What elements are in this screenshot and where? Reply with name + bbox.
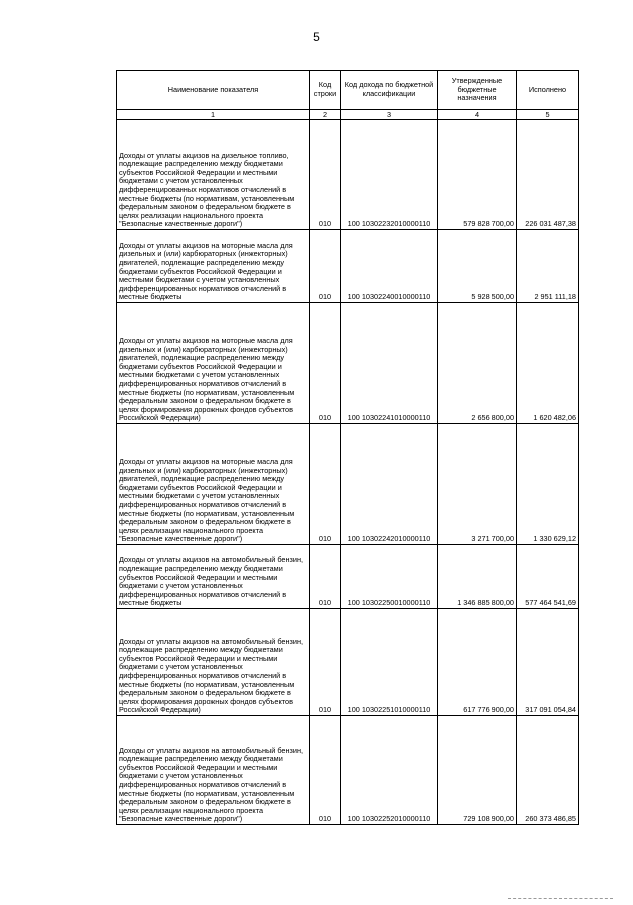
row-name: Доходы от уплаты акцизов на дизельное топливо, подлежащие распределению между бюджетами субъектов Российской Федерации и местными бюджетами с учетом установленных дифференцированных нормативов отчислений в местные бюджеты (по нормативам, установленным федеральным законом о федеральном бюджете в целях реализации национального проекта "Безопасные качественные дороги") xyxy=(117,120,310,230)
row-kbk: 100 10302242010000110 xyxy=(341,424,438,545)
table-row xyxy=(117,545,579,609)
row-executed: 260 373 486,85 xyxy=(517,716,579,825)
column-index: 1 xyxy=(117,110,310,120)
row-kbk: 100 10302232010000110 xyxy=(341,120,438,230)
column-index: 2 xyxy=(310,110,341,120)
row-executed: 577 464 541,69 xyxy=(517,545,579,609)
row-name: Доходы от уплаты акцизов на моторные масла для дизельных и (или) карбюраторных (инжекторных) двигателей, подлежащие распределению между бюджетами субъектов Российской Федерации и местными бюджетами с учетом установленных дифференцированных нормативов отчислений в местные бюджеты xyxy=(117,230,310,303)
row-kbk: 100 10302252010000110 xyxy=(341,716,438,825)
row-code: 010 xyxy=(310,303,341,424)
table-row xyxy=(117,230,579,303)
row-approved: 579 828 700,00 xyxy=(438,120,517,230)
row-approved: 3 271 700,00 xyxy=(438,424,517,545)
row-approved: 1 346 885 800,00 xyxy=(438,545,517,609)
row-executed: 2 951 111,18 xyxy=(517,230,579,303)
row-executed: 226 031 487,38 xyxy=(517,120,579,230)
row-code: 010 xyxy=(310,120,341,230)
row-name: Доходы от уплаты акцизов на моторные масла для дизельных и (или) карбюраторных (инжекторных) двигателей, подлежащие распределению между бюджетами субъектов Российской Федерации и местными бюджетами с учетом установленных дифференцированных нормативов отчислений в местные бюджеты (по нормативам, установленным федеральным законом о федеральном бюджете в целях формирования дорожных фондов субъектов Российской Федерации) xyxy=(117,303,310,424)
table-row xyxy=(117,120,579,230)
row-kbk: 100 10302250010000110 xyxy=(341,545,438,609)
row-code: 010 xyxy=(310,609,341,716)
column-index: 5 xyxy=(517,110,579,120)
row-name: Доходы от уплаты акцизов на автомобильный бензин, подлежащие распределению между бюджетами субъектов Российской Федерации и местными бюджетами с учетом установленных дифференцированных нормативов отчислений в местные бюджеты (по нормативам, установленным федеральным законом о федеральном бюджете в целях реализации национального проекта "Безопасные качественные дороги") xyxy=(117,716,310,825)
row-kbk: 100 10302241010000110 xyxy=(341,303,438,424)
header-executed: Исполнено xyxy=(517,71,579,110)
table-row xyxy=(117,609,579,716)
row-name: Доходы от уплаты акцизов на автомобильный бензин, подлежащие распределению между бюджетами субъектов Российской Федерации и местными бюджетами с учетом установленных дифференцированных нормативов отчислений в местные бюджеты xyxy=(117,545,310,609)
header-approved: Утвержденные бюджетные назначения xyxy=(438,71,517,110)
row-executed: 1 330 629,12 xyxy=(517,424,579,545)
row-code: 010 xyxy=(310,424,341,545)
row-approved: 2 656 800,00 xyxy=(438,303,517,424)
table-row xyxy=(117,716,579,825)
column-index-row xyxy=(117,110,579,120)
row-kbk: 100 10302251010000110 xyxy=(341,609,438,716)
header-code: Код строки xyxy=(310,71,341,110)
header-kbk: Код дохода по бюджетной классификации xyxy=(341,71,438,110)
revenue-table xyxy=(116,70,579,825)
row-name: Доходы от уплаты акцизов на моторные масла для дизельных и (или) карбюраторных (инжекторных) двигателей, подлежащие распределению между бюджетами субъектов Российской Федерации и местными бюджетами с учетом установленных дифференцированных нормативов отчислений в местные бюджеты (по нормативам, установленным федеральным законом о федеральном бюджете в целях реализации национального проекта "Безопасные качественные дороги") xyxy=(117,424,310,545)
table-row xyxy=(117,424,579,545)
row-code: 010 xyxy=(310,716,341,825)
header-row xyxy=(117,71,579,110)
row-kbk: 100 10302240010000110 xyxy=(341,230,438,303)
column-index: 3 xyxy=(341,110,438,120)
row-executed: 1 620 482,06 xyxy=(517,303,579,424)
page-number: 5 xyxy=(313,30,320,44)
table-row xyxy=(117,303,579,424)
row-approved: 5 928 500,00 xyxy=(438,230,517,303)
row-approved: 617 776 900,00 xyxy=(438,609,517,716)
row-executed: 317 091 054,84 xyxy=(517,609,579,716)
header-name: Наименование показателя xyxy=(117,71,310,110)
row-approved: 729 108 900,00 xyxy=(438,716,517,825)
row-name: Доходы от уплаты акцизов на автомобильный бензин, подлежащие распределению между бюджетами субъектов Российской Федерации и местными бюджетами с учетом установленных дифференцированных нормативов отчислений в местные бюджеты (по нормативам, установленным федеральным законом о федеральном бюджете в целях формирования дорожных фондов субъектов Российской Федерации) xyxy=(117,609,310,716)
row-code: 010 xyxy=(310,230,341,303)
column-index: 4 xyxy=(438,110,517,120)
footer-divider xyxy=(508,898,613,899)
row-code: 010 xyxy=(310,545,341,609)
